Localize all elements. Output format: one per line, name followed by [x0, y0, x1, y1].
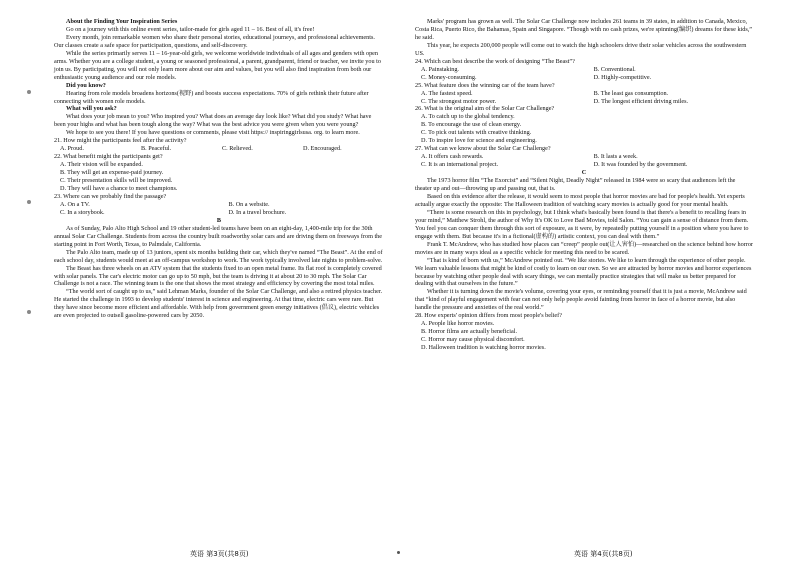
answer-option: C. The strongest motor power.: [421, 97, 497, 105]
answer-option: D. The longest efficient driving miles.: [593, 97, 689, 105]
right-column: [415, 18, 753, 352]
answer-option: B. The least gas consumption.: [593, 89, 669, 97]
option-row: [415, 98, 753, 106]
answer-option: B. Peaceful.: [141, 145, 172, 153]
answer-option: D. It was founded by the government.: [593, 161, 688, 169]
answer-option: C. Their presentation skills will be improved.: [60, 177, 173, 185]
page-footer-left: 英语 第3页(共8页): [190, 550, 249, 558]
paragraph: The 1973 horror film “The Exorcist” and “Silent Night, Deadly Night” released in 1984 were so scary that audiences left the theater up and out—throwing up and passing out, that is.: [415, 177, 736, 193]
answer-option: A. The fastest speed.: [421, 89, 473, 97]
answer-option: D. In a travel brochure.: [228, 208, 287, 216]
answer-option: C. It is an international project.: [421, 161, 499, 169]
answer-option: D. Encouraged.: [303, 145, 342, 153]
question: 21. How might the participants feel after the activity?: [54, 137, 187, 145]
page-footer-right: 英语 第4页(共8页): [574, 550, 633, 558]
option-row: [415, 74, 753, 82]
answer-option: A. Their vision will be expanded.: [60, 161, 143, 169]
subheading: Did you know?: [66, 81, 106, 89]
answer-option: C. In a storybook.: [60, 208, 105, 216]
answer-option: C. Relieved.: [222, 145, 253, 153]
answer-option: B. It lasts a week.: [593, 153, 638, 161]
answer-option: A. To catch up to the global tendency.: [421, 113, 515, 121]
option-row: [54, 209, 384, 217]
answer-option: A. It offers cash rewards.: [421, 153, 484, 161]
answer-option: B. They will get an expense-paid journey.: [60, 169, 164, 177]
answer-option: B. Conventional.: [593, 65, 636, 73]
paragraph: Whether it is turning down the movie's volume, covering your eyes, or reminding yourself that it is just a movie, McAndrew said that “kind of playful engagement with fear can not only help people avoid fainting from horror in face of a horror movie, but also handle the pressure and anxieties of the real world.”: [415, 288, 747, 312]
paragraph: Every month, join remarkable women who share their personal stories, educational journeys, and professional achievements. Our classes create a safe space for participation, questions, and self-discovery.: [54, 33, 375, 49]
answer-option: A. Painstaking.: [421, 65, 459, 73]
subheading: What will you ask?: [66, 105, 117, 113]
punch-hole: [27, 200, 31, 204]
answer-option: D. They will have a chance to meet champions.: [60, 185, 178, 193]
paragraph: Frank T. McAndrew, who has studied how places can “creep” people out(让人害怕)—researched on the science behind how horror movies are in many ways ideal as a specific vehicle for meeting this need to be scared.: [415, 240, 753, 256]
paragraph: “That is kind of born with us,” McAndrew pointed out. “We like stories. We like to learn through the experience of other people. We learn valuable lessons that might be kind of costly to learn on our own. So we are attracted by horror movies and horror experiences because by watching other people deal with scary things, we can mentally practice strategies that will make us better prepared for dealing with that ourselves in the future.”: [415, 256, 752, 288]
answer-option: A. People like horror movies.: [421, 320, 495, 328]
answer-option: B. To encourage the use of clean energy.: [421, 121, 522, 129]
paragraph: The Beast has three wheels on an ATV system that the students fixed to an open metal frame. Its flat roof is completely covered with solar panels. The car's electric motor can go up to 50 mph, but the team is driving it at about 20 to 30 mph. The Solar Car Challenge is not a race. The winning team is the one that shows the most strategy and efficiency by covering the most total miles.: [54, 264, 382, 288]
answer-option: A. Proud.: [60, 145, 84, 153]
center-dot: [397, 551, 400, 554]
paragraph: “There is some research on this in psychology, but I think what's basically been found is that there's a benefit to recalling fears in your mind,” Matthew Strohl, the author of Why It's OK to Love Bad Movies, told Salon. “You can gain a sense of distance from them. You feel you can conquer them through this sort of exposure, as it were, by repeatedly putting yourself in a position where you have to engage with them. But because it's in a fictional(虚构的) artistic context, you can deal with them.”: [415, 208, 749, 240]
answer-option: D. Halloween tradition is watching horror movies.: [421, 344, 546, 352]
option-row: [415, 90, 753, 98]
punch-hole: [27, 90, 31, 94]
option-row: [54, 145, 384, 153]
question: 26. What is the original aim of the Solar Car Challenge?: [415, 105, 555, 113]
option-row: [415, 161, 753, 169]
paragraph: This year, he expects 200,000 people will come out to watch the high schoolers drive their solar vehicles across the southwestern US.: [415, 41, 747, 57]
question: 24. Which can best describe the work of designing “The Beast”?: [415, 57, 575, 65]
question: 23. Where can we probably find the passage?: [54, 192, 167, 200]
answer-option: D. To inspire love for science and engineering.: [421, 137, 537, 145]
question: 27. What can we know about the Solar Car Challenge?: [415, 145, 551, 153]
section-letter: C: [581, 169, 587, 177]
question: 28. How experts' opinion differs from most people's belief?: [415, 312, 562, 320]
section-letter: B: [216, 216, 222, 224]
answer-option: B. On a website.: [228, 200, 270, 208]
answer-option: C. To pick out talents with creative thinking.: [421, 129, 532, 137]
answer-option: A. On a TV.: [60, 200, 90, 208]
paragraph: Hearing from role models broadens horizons(视野) and boosts success expectations. 70% of girls rethink their future after connecting with women role models.: [54, 89, 369, 105]
paragraph: Based on this evidence after the release, it would seem to most people that horror movies are bad for people's health. Yet experts actually argue exactly the opposite: The Halloween tradition of watching scary movies is actually good for your mental health.: [415, 192, 745, 208]
option-row: [54, 201, 384, 209]
answer-option: D. Highly-competitive.: [593, 73, 652, 81]
paragraph: Go on a journey with this online event series, tailor-made for girls aged 11 – 16. Best of all, it's free!: [66, 25, 315, 33]
paragraph: The Palo Alto team, made up of 13 juniors, spent six months building their car, which they've named “The Beast”. At the end of each school day, students would meet at an off-campus workshop to work. The work typically involved late nights to problem-solve.: [54, 248, 383, 264]
paragraph: We hope to see you there! If you have questions or comments, please visit https:// inspiringgirlsusa. org. to learn more.: [66, 129, 360, 137]
answer-option: B. Horror films are actually beneficial.: [421, 328, 518, 336]
option-row: [415, 153, 753, 161]
answer-option: C. Money-consuming.: [421, 73, 477, 81]
option-row: [415, 66, 753, 74]
paragraph: “The world sort of caught up to us,” said Lehman Marks, founder of the Solar Car Challenge, and also a retired physics teacher. He started the challenge in 1993 to develop students' interest in science and engineering. At that time, electric cars were rare. But they have since become more efficient and affordable. With help from government green energy initiatives (倡议), electric vehicles are even projected to outsell gasoline-powered cars by 2050.: [54, 288, 383, 320]
punch-hole: [27, 310, 31, 314]
paragraph: Marks' program has grown as well. The Solar Car Challenge now includes 261 teams in 39 states, in addition to Canada, Mexico, Costa Rica, Puerto Rico, the Bahamas, Spain and Singapore. “Though with no cash prizes, we're spinning(编织) dreams for these kids,” he said.: [415, 18, 753, 41]
paragraph: While the series primarily serves 11 – 16-year-old girls, we welcome worldwide individuals of all ages and genders with open arms. Whether you are a college student, a young or seasoned professional, a parent, grandparent, friend or teacher, we invite you to join us. By participating, you will not only learn more about our aim and values, but you will also find inspiration from both our enthusiastic young audience and our role models.: [54, 49, 381, 81]
paragraph: As of Sunday, Palo Alto High School and 19 other student-led teams have been on an eight-day, 1,400-mile trip for the 30th annual Solar Car Challenge. Students from across the country built roadworthy solar cars and are driving them on freeways from the starting point in Fort Worth, Texas, to Palmdale, California.: [54, 224, 383, 248]
left-column: [54, 18, 384, 320]
paragraph: What does your job mean to you? Who inspired you? What does an average day look like? What did you study? What have been your highs and what has been tough along the way? What was the best advice you were given when you were young?: [54, 113, 372, 129]
section-title: About the Finding Your Inspiration Series: [66, 18, 178, 25]
question: 25. What feature does the winning car of the team have?: [415, 81, 555, 89]
question: 22. What benefit might the participants get?: [54, 153, 163, 161]
answer-option: C. Horror may cause physical discomfort.: [421, 336, 525, 344]
